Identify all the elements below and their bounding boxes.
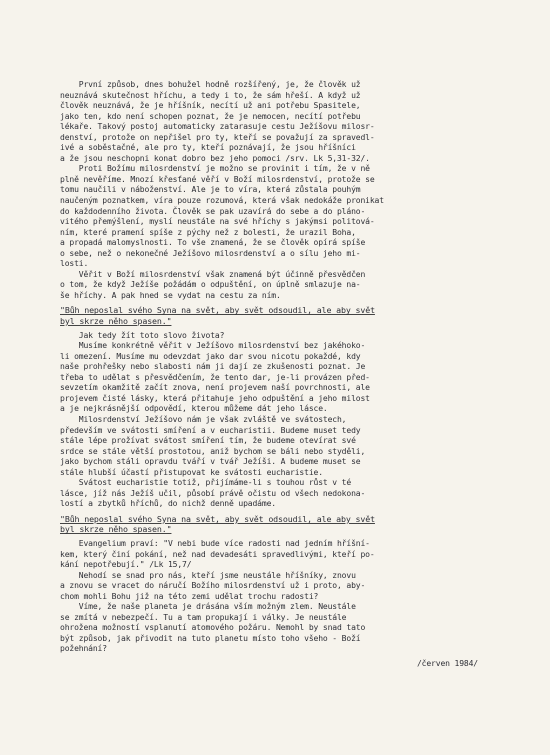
text-line: srdce se stále větší prostotou, aniž bychom se báli nebo styděli, xyxy=(60,446,366,456)
text-line: plně nevěříme. Mnozí křesťané věří v Boží milosrdenství, protože se xyxy=(60,174,375,184)
text-line: se zmítá v nebezpečí. Tu a tam propukají i války. Je neustále xyxy=(60,612,347,622)
paragraph-block xyxy=(60,539,508,655)
text-line: kání nepotřebují." /Lk 15,7/ xyxy=(60,560,192,570)
text-line: být způsob, jak přivodit na tuto planetu místo toho všeho - Boží xyxy=(60,633,361,643)
text-line: "Bůh neposlal svého Syna na svět, aby svět odsoudil, ale aby svět xyxy=(60,513,375,524)
document-body xyxy=(60,80,508,670)
text-line: li omezení. Musíme mu odevzdat jako dar svou nicotu pokaždé, kdy xyxy=(60,351,361,361)
text-line: jako ten, kdo není schopen poznat, že je nemocen, necítí potřebu xyxy=(60,111,361,121)
text-line: ohrožena možností vsplanutí atomového požáru. Nemohl by snad tato xyxy=(60,623,366,633)
text-line: Proti Božímu milosrdenství je možno se provinit i tím, že v ně xyxy=(60,164,370,174)
text-line: lostí a zbytků hříchů, do nichž denně upadáme. xyxy=(60,499,276,509)
text-line: ivé a soběstačné, ale pro ty, kteří poznávají, že jsou hříšníci xyxy=(60,143,356,153)
date-line xyxy=(60,659,508,670)
text-line: jako bychom stáli opravdu tváří v tvář Ježíši. A budeme muset se xyxy=(60,457,361,467)
text-line: Věřit v Boží milosrdenství však znamená být účinně přesvědčen xyxy=(60,269,366,279)
text-line: neuznává skutečnost hříchu, a tedy i to, že sám hřeší. A když už xyxy=(60,90,361,100)
text-line: stále lépe prožívat svátost smíření tím, že budeme otevírat své xyxy=(60,436,356,446)
text-line: naše prohřešky nebo slabosti nám ji dají ze zkušenosti poznat. Je xyxy=(60,362,366,372)
text-line: Víme, že naše planeta je drásána vším možným zlem. Neustále xyxy=(60,602,356,612)
text-line: o tom, že když Ježíše požádám o odpuštění, on úplně smlazuje na- xyxy=(60,280,361,290)
quote-block xyxy=(60,305,508,326)
text-line: losti. xyxy=(60,259,89,269)
text-line: naučeným poznatkem, víra pouze rozumová, která však nedokáže pronikat xyxy=(60,196,384,206)
text-line: a propadá malomyslnosti. To vše znamená, že se člověk opírá spíše xyxy=(60,238,366,248)
text-line: do každodenního života. Člověk se pak uzavírá do sebe a do pláno- xyxy=(60,206,366,216)
text-line: a je nejkrásnější odpovědí, kterou můžeme dát jeho lásce. xyxy=(60,404,328,414)
text-line: denství, protože on nepřišel pro ty, kteří se považují za spravedl- xyxy=(60,132,375,142)
text-line: še hříchy. A pak hned se vydat na cestu za ním. xyxy=(60,290,281,300)
text-line: projevem čisté lásky, která přitahuje jeho odpuštění a jeho milost xyxy=(60,393,370,403)
text-line: byl skrze něho spasen." xyxy=(60,524,172,535)
paragraph-block xyxy=(60,80,508,301)
paragraph-block xyxy=(60,331,508,510)
text-line: /červen 1984/ xyxy=(416,658,478,668)
text-line: a znovu se vracet do náručí Božího milosrdenství už i proto, aby- xyxy=(60,581,366,591)
quote-block xyxy=(60,514,508,535)
text-line: stále hlubší účastí přistupovat ke svátosti eucharistie. xyxy=(60,467,323,477)
text-line: kem, který činí pokání, než nad devadesáti spravedlivými, kteří po- xyxy=(60,549,375,559)
text-line: o sebe, než o nekonečné Ježíšovo milosrdenství a o sílu jeho mi- xyxy=(60,248,361,258)
text-line: Milosrdenství Ježíšovo nám je však zvláště ve svátostech, xyxy=(60,414,347,424)
text-line: Evangelium praví: "V nebi bude více radosti nad jedním hříšní- xyxy=(60,538,370,548)
text-line: Nehodí se snad pro nás, kteří jsme neustále hříšníky, znovu xyxy=(60,570,356,580)
text-line: Svátost eucharistie totiž, přijímáme-li s touhou růst v té xyxy=(60,478,352,488)
text-line: "Bůh neposlal svého Syna na svět, aby svět odsoudil, ale aby svět xyxy=(60,305,375,316)
text-line: požehnání? xyxy=(60,644,107,654)
text-line: Musíme konkrétně věřit v Ježíšovo milosrdenství bez jakéhoko- xyxy=(60,341,366,351)
text-line: třeba to udělat s přesvědčením, že tento dar, je-li provázen před- xyxy=(60,372,370,382)
text-line: sevzetím okamžitě začít znova, není projevem naší povrchnosti, ale xyxy=(60,383,370,393)
text-line: chom mohli Bohu již na této zemi udělat trochu radosti? xyxy=(60,591,319,601)
text-line: člověk neuznává, že je hříšník, necítí už ani potřebu Spasitele, xyxy=(60,101,361,111)
text-line: lékaře. Takový postoj automaticky zatarasuje cestu Ježíšovu milosr- xyxy=(60,122,375,132)
text-line: Jak tedy žít toto slovo života? xyxy=(60,330,225,340)
text-line: především ve svátosti smíření a v eucharistii. Budeme muset tedy xyxy=(60,425,361,435)
text-line: byl skrze něho spasen." xyxy=(60,316,172,327)
text-line: a že jsou neschopni konat dobro bez jeho pomoci /srv. Lk 5,31-32/. xyxy=(60,153,370,163)
text-line: První způsob, dnes bohužel hodně rozšířený, je, že člověk už xyxy=(60,80,361,89)
text-line: tomu naučili v náboženství. Ale je to víra, která zůstala pouhým xyxy=(60,185,361,195)
text-line: ním, které pramení spíše z pýchy než z bolesti, že urazil Boha, xyxy=(60,227,356,237)
text-line: lásce, jíž nás Ježíš učil, působí právě očistu od všech nedokona- xyxy=(60,488,366,498)
text-line: vitého přemýšlení, myslí neustále na své hříchy s jakýmsi politová- xyxy=(60,217,375,227)
